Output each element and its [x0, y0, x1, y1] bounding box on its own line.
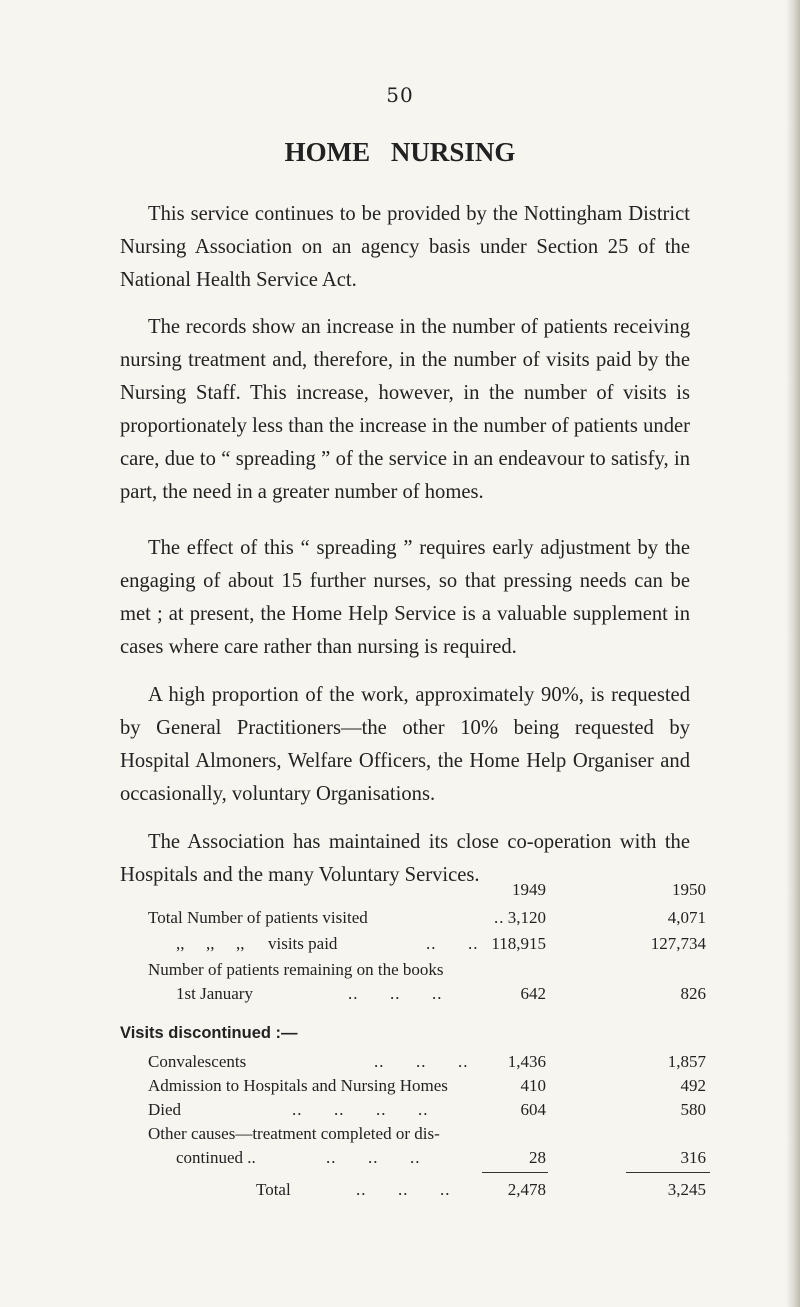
table-row	[148, 934, 708, 956]
table-row	[148, 1076, 708, 1098]
value-1949: 28	[529, 1148, 546, 1167]
leader-dots: ..	[494, 908, 505, 927]
table-row	[148, 984, 708, 1006]
leader-dots: .. .. ..	[356, 1180, 451, 1199]
section-heading-row	[120, 1024, 708, 1046]
ditto-marks	[176, 934, 266, 954]
value-1950: 127,734	[650, 934, 706, 953]
row-label: Other causes—treatment completed or dis-	[148, 1124, 440, 1143]
page-edge-shadow	[786, 0, 800, 1307]
total-rule-1949	[482, 1172, 548, 1173]
row-label: continued ..	[176, 1148, 256, 1167]
total-label: Total	[256, 1180, 291, 1199]
paragraph-3	[120, 532, 690, 664]
page-heading: HOME NURSING	[284, 137, 516, 167]
value-1949: 410	[520, 1076, 546, 1095]
value-1949: 3,120	[507, 908, 546, 927]
paragraph-4	[120, 679, 690, 811]
paragraph-1-text: This service continues to be provided by the Nottingham District Nursing Association on an agency basis under Section 25 of the National Health Service Act.	[120, 203, 690, 291]
value-1950: 1,857	[667, 1052, 706, 1071]
table-header-row	[148, 880, 708, 902]
row-label: Total Number of patients visited	[148, 908, 368, 927]
value-1950: 4,071	[667, 908, 706, 927]
paragraph-4-text: A high proportion of the work, approximately 90%, is requested by General Practitioners—the other 10% being requested by Hospital Almoners, Welfare Officers, the Home Help Organiser and occasionally, voluntary Organisations.	[120, 684, 690, 805]
leader-dots: .. .. ..	[326, 1148, 421, 1167]
value-1949: 118,915	[491, 934, 546, 953]
column-header-1950: 1950	[672, 880, 706, 899]
row-label: Died	[148, 1100, 182, 1119]
paragraph-5-text: The Association has maintained its close co-operation with the Hospitals and the many Voluntary Services.	[120, 831, 690, 886]
column-header-1949: 1949	[512, 880, 546, 899]
row-label: Number of patients remaining on the books	[148, 960, 444, 979]
total-1949: 2,478	[507, 1180, 546, 1199]
table-row	[148, 1100, 708, 1122]
total-1950: 3,245	[667, 1180, 706, 1199]
page-number: 50	[386, 83, 414, 107]
leader-dots: .. .. ..	[374, 1052, 469, 1071]
paragraph-2	[120, 311, 690, 509]
leader-dots: .. .. ..	[348, 984, 443, 1003]
row-label: Admission to Hospitals and Nursing Homes	[148, 1076, 448, 1095]
value-1950: 580	[680, 1100, 706, 1119]
ditto-mark: ,,	[236, 934, 245, 953]
value-1949: 642	[520, 984, 546, 1003]
value-1949: 1,436	[507, 1052, 546, 1071]
paragraph-1	[120, 198, 690, 297]
table-row	[148, 1052, 708, 1074]
leader-dots: .. .. .. ..	[292, 1100, 429, 1119]
table-row	[148, 908, 708, 930]
paragraph-2-text: The records show an increase in the number of patients receiving nursing treatment and, therefore, in the number of visits paid by the Nursing Staff. This increase, however, in the number of visits is proportionately less than the increase in the number of patients under care, due to “ spreading ” of the service in an endeavour to satisfy, in part, the need in a greater number of homes.	[120, 316, 690, 503]
ditto-mark: ,,	[206, 934, 215, 953]
total-row	[148, 1180, 708, 1202]
table-row	[148, 1124, 708, 1146]
value-1950: 826	[680, 984, 706, 1003]
total-rule-1950	[626, 1172, 710, 1173]
table-row	[148, 1148, 708, 1170]
row-label: 1st January	[176, 984, 253, 1003]
paragraph-3-text: The effect of this “ spreading ” requires early adjustment by the engaging of about 15 further nurses, so that pressing needs can be met ; at present, the Home Help Service is a valuable supplement in cases where care rather than nursing is required.	[120, 537, 690, 658]
row-label: visits paid	[268, 934, 338, 953]
row-label: Convalescents	[148, 1052, 247, 1071]
ditto-mark: ,,	[176, 934, 185, 953]
value-1950: 316	[680, 1148, 706, 1167]
value-1950: 492	[680, 1076, 706, 1095]
section-heading: Visits discontinued :—	[120, 1024, 298, 1042]
leader-dots: .. ..	[426, 934, 479, 953]
value-1949: 604	[520, 1100, 546, 1119]
table-row	[148, 960, 708, 982]
